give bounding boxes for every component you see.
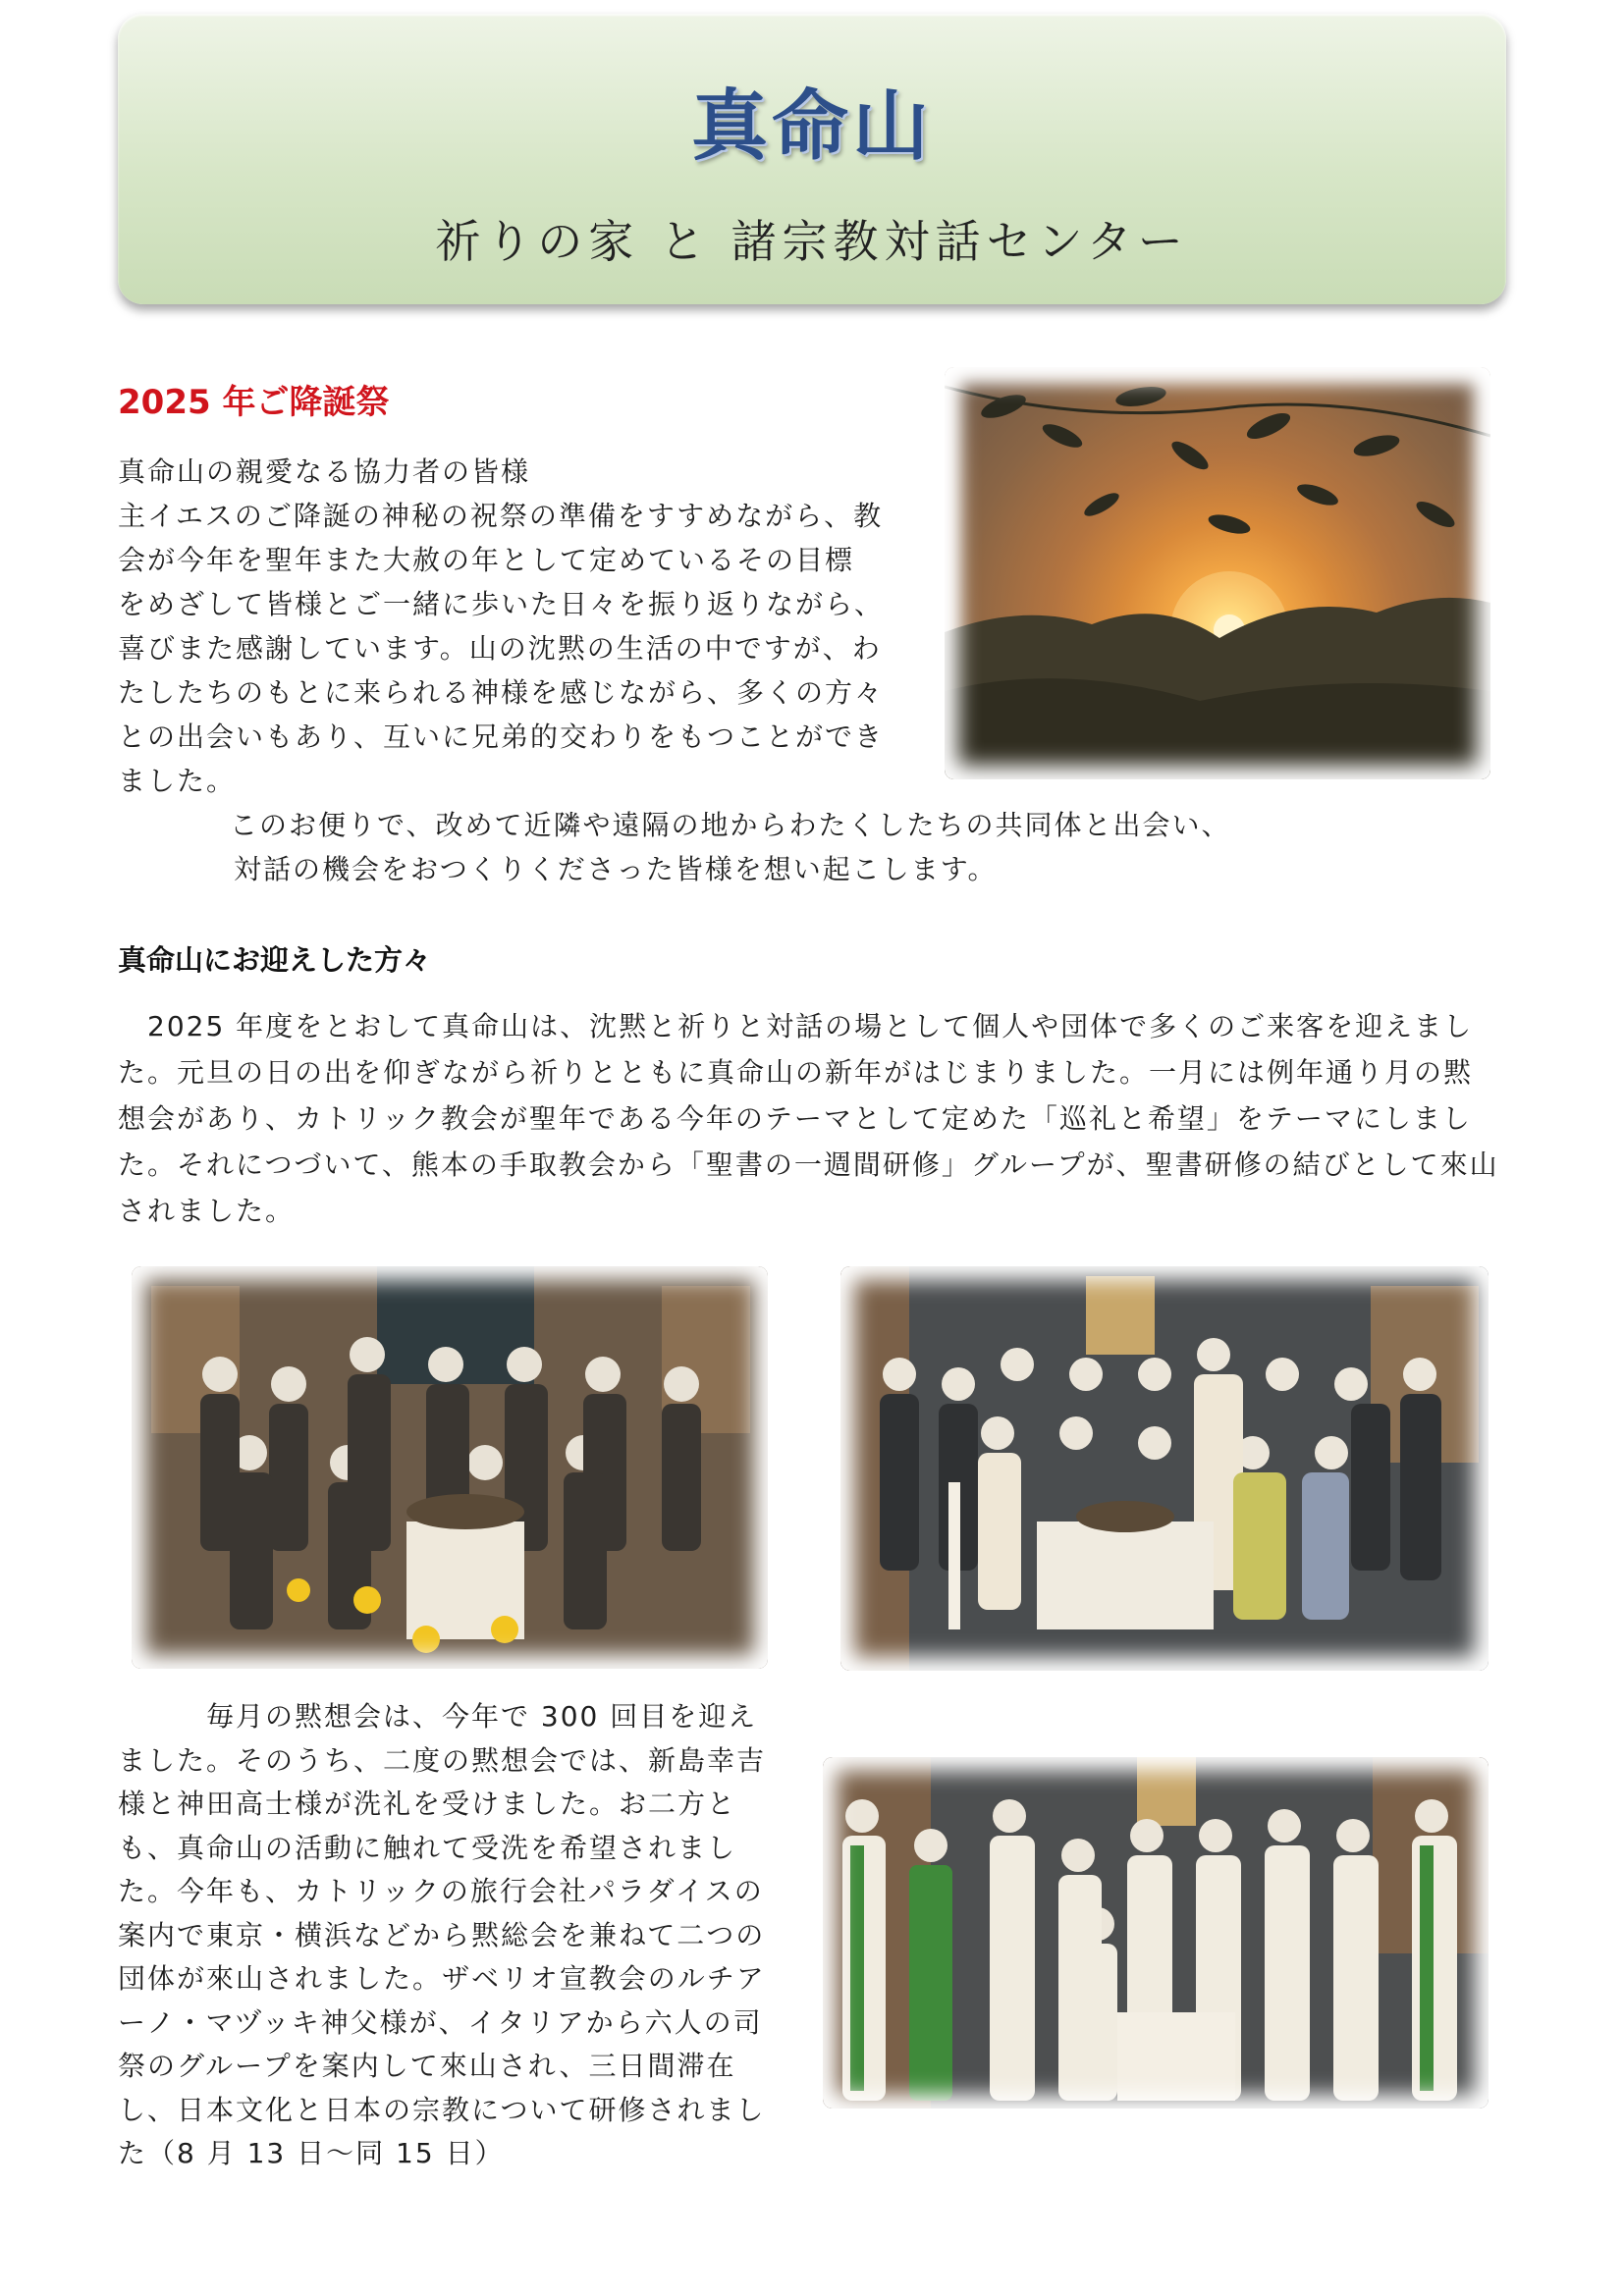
christmas-heading: 2025 年ご降誕祭 <box>118 383 390 422</box>
letter-line: との出会いもあり、互いに兄弟的交わりをもつことができ <box>118 721 885 753</box>
indent-line: このお便りで、改めて近隣や遠隔の地からわたくしたちの共同体と出会い、 <box>230 809 1231 841</box>
guests-paragraph <box>118 1003 1522 1234</box>
monthly-line: 団体が來山されました。ザベリオ宣教会のルチア <box>118 1962 766 1995</box>
monthly-line: た（8 月 13 日〜同 15 日） <box>118 2137 505 2169</box>
monthly-line: も、真命山の活動に触れて受洗を希望されまし <box>118 1831 737 1864</box>
sunset-photo <box>945 367 1490 779</box>
letter-line: 主イエスのご降誕の神秘の祝祭の準備をすすめながら、教 <box>118 500 884 532</box>
monthly-line: ました。そのうち、二度の黙想会では、新島幸吉 <box>118 1743 767 1777</box>
group-photo-retreat <box>132 1266 768 1669</box>
letter-line: ました。 <box>118 765 237 797</box>
group-photo-visitors <box>840 1266 1489 1671</box>
letter-line: 会が今年を聖年また大赦の年として定めているその目標 <box>118 544 855 576</box>
monthly-line: 案内で東京・横浜などから黙総会を兼ねて二つの <box>118 1918 766 1951</box>
page-title: 真命山 <box>690 81 933 171</box>
monthly-line: た。今年も、カトリックの旅行会社パラダイスの <box>118 1875 764 1907</box>
letter-line: をめざして皆様とご一緒に歩いた日々を振り返りながら、 <box>118 588 885 620</box>
guests-line: た。元旦の日の出を仰ぎながら祈りとともに真命山の新年がはじまりました。一月には例年通り月の黙 <box>118 1056 1474 1089</box>
letter-line: たしたちのもとに来られる神様を感じながら、多くの方々 <box>118 676 885 709</box>
monthly-retreat-paragraph <box>118 1695 776 2176</box>
monthly-line: 様と神田高士様が洗礼を受けました。お二方と <box>118 1788 737 1820</box>
guests-heading: 真命山にお迎えした方々 <box>118 943 432 977</box>
guests-line: 想会があり、カトリック教会が聖年である今年のテーマとして定めた「巡礼と希望」をテーマにしまし <box>118 1102 1472 1135</box>
monthly-line: 毎月の黙想会は、今年で 300 回目を迎え <box>118 1700 758 1733</box>
page-subtitle: 祈りの家 と 諸宗教対話センター <box>435 215 1189 268</box>
header-banner <box>118 14 1506 304</box>
monthly-line: 祭のグループを案内して來山され、三日間滞在 <box>118 2050 736 2082</box>
guests-line: た。それにつづいて、熊本の手取教会から「聖書の一週間研修」グループが、聖書研修の結びとして來山 <box>118 1148 1499 1181</box>
monthly-line: ーノ・マヅッキ神父様が、イタリアから六人の司 <box>118 2005 763 2039</box>
guests-line: されました。 <box>118 1195 296 1227</box>
letter-paragraph <box>118 494 903 803</box>
guests-line: 2025 年度をとおして真命山は、沈黙と祈りと対話の場として個人や団体で多くのご来客を迎えまし <box>118 1010 1474 1042</box>
greeting-line: 真命山の親愛なる協力者の皆様 <box>118 455 531 488</box>
monthly-line: し、日本文化と日本の宗教について研修されまし <box>118 2093 766 2126</box>
group-photo-priests <box>823 1757 1489 2109</box>
letter-line: 喜びまた感謝しています。山の沈黙の生活の中ですが、わ <box>118 632 882 665</box>
indent-line: 対話の機会をおつくりくださった皆様を想い起こします。 <box>234 853 998 885</box>
